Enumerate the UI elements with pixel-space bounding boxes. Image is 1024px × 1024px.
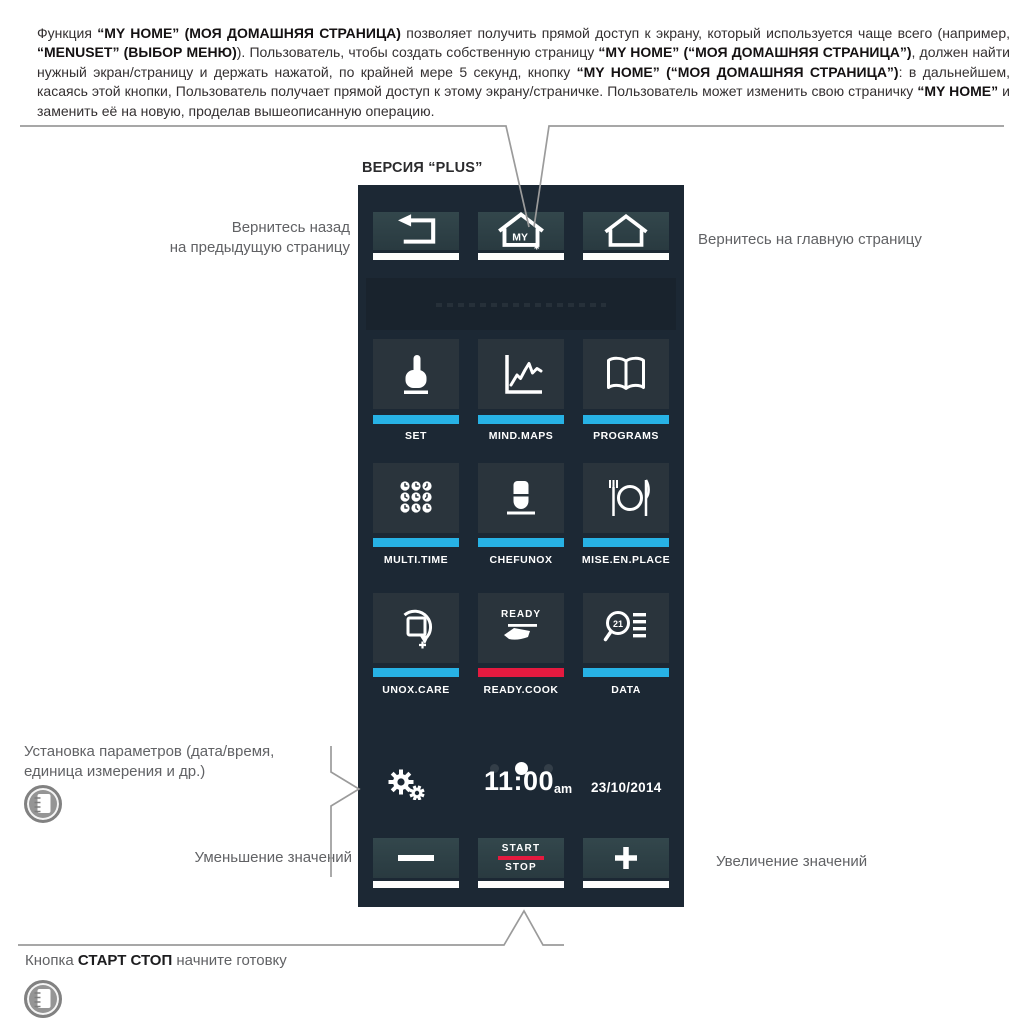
annotation-settings-line2: единица измерения и др.) (24, 763, 206, 780)
faded-text-smudge (436, 303, 606, 307)
intro-segment: Функция (37, 25, 98, 41)
plus-icon (613, 845, 639, 871)
tile-accent-bar (478, 668, 564, 677)
tile-label: SET (405, 430, 427, 442)
intro-segment-bold: “MENUSET” (ВЫБОР МЕНЮ) (37, 44, 237, 61)
tile-chefunox-button[interactable] (478, 463, 564, 533)
intro-segment: ). Пользователь, чтобы создать собственную страницу (236, 44, 599, 61)
intro-segment-bold: “MY HOME” (917, 83, 999, 100)
clock-grid-icon (391, 474, 441, 522)
start-stop-underline (478, 881, 564, 888)
tile-accent-bar (373, 415, 459, 424)
tile-label: UNOX.CARE (382, 684, 450, 696)
nav-home-button[interactable] (583, 212, 669, 250)
tile-accent-bar (478, 415, 564, 424)
my-home-icon (492, 211, 550, 251)
annotation-start-stop (25, 951, 287, 971)
open-book-icon (601, 350, 651, 398)
tile-accent-bar (478, 538, 564, 547)
plus-button[interactable] (583, 838, 669, 878)
start-label: START (501, 843, 541, 855)
ready-hand-icon (496, 604, 546, 652)
tile-accent-bar (373, 668, 459, 677)
control-panel (358, 185, 684, 907)
intro-segment: позволяет получить прямой доступ к экрану, который используется чаще всего (например, (400, 25, 1010, 41)
minus-underline (373, 881, 459, 888)
tile-label: MISE.EN.PLACE (581, 554, 671, 566)
plate-cutlery-icon (601, 474, 651, 522)
nav-my-home-button[interactable] (478, 212, 564, 250)
home-icon (597, 213, 655, 249)
version-label: ВЕРСИЯ “PLUS” (362, 160, 483, 176)
tile-data-button[interactable] (583, 593, 669, 663)
tile-accent-bar (583, 538, 669, 547)
annotation-back (90, 218, 350, 258)
my-home-star: ✱ (533, 244, 540, 251)
tile-ready-cook-button[interactable] (478, 593, 564, 663)
chef-icon (496, 474, 546, 522)
touch-hand-icon (391, 350, 441, 398)
intro-paragraph (37, 24, 1010, 121)
annotation-back-line1: Вернитесь назад (231, 219, 350, 236)
tile-set-button[interactable] (373, 339, 459, 409)
gear-icon (386, 768, 426, 800)
minus-button[interactable] (373, 838, 459, 878)
line-chart-icon (496, 350, 546, 398)
nav-my-home-underline (478, 253, 564, 260)
nav-back-underline (373, 253, 459, 260)
nav-back-button[interactable] (373, 212, 459, 250)
ready-icon-text: READY (500, 609, 542, 620)
care-refresh-icon (391, 604, 441, 652)
tile-mind-maps-button[interactable] (478, 339, 564, 409)
settings-gear-button[interactable] (386, 768, 426, 805)
annotation-home: Вернитесь на главную страницу (698, 231, 922, 248)
return-arrow-icon (387, 213, 445, 249)
intro-segment-bold: “MY HOME” (“МОЯ ДОМАШНЯЯ СТРАНИЦА”) (576, 63, 899, 80)
tile-label: MIND.MAPS (488, 430, 554, 442)
plus-underline (583, 881, 669, 888)
footer-segment: начните готовку (172, 952, 287, 969)
tile-label: DATA (611, 684, 641, 696)
stop-label: STOP (505, 861, 537, 873)
faded-screen-band (366, 278, 676, 330)
clock-meridiem: am (554, 782, 573, 796)
annotation-increase: Увеличение значений (716, 853, 868, 870)
intro-segment: и заменить её на новую, проделав вышеописанную операцию. (37, 83, 1011, 119)
start-stop-button[interactable] (478, 838, 564, 878)
tile-label: MULTI.TIME (383, 554, 449, 566)
tile-accent-bar (373, 538, 459, 547)
tile-mise-en-place-button[interactable] (583, 463, 669, 533)
footer-pointer-line (18, 911, 564, 945)
minus-icon (398, 855, 434, 861)
tile-label: CHEFUNOX (489, 554, 553, 566)
annotation-back-line2: на предыдущую страницу (169, 239, 350, 256)
notebook-icon (33, 792, 53, 816)
my-home-icon-text: MY (512, 232, 528, 244)
tile-label: READY.COOK (483, 684, 559, 696)
intro-segment-bold: “MY HOME” (МОЯ ДОМАШНЯЯ СТРАНИЦА) (97, 25, 401, 41)
search-list-icon (601, 604, 651, 652)
annotation-settings (24, 742, 274, 782)
annotation-settings-line1: Установка параметров (дата/время, (24, 743, 275, 760)
manual-book-icon (24, 785, 62, 823)
date-display: 23/10/2014 (591, 780, 662, 795)
footer-segment-bold: СТАРТ СТОП (77, 952, 173, 969)
clock-time: 11:00 (484, 766, 555, 796)
annotation-decrease: Уменьшение значений (194, 849, 352, 866)
intro-segment: , должен найти нужный экран/страницу и держать нажатой, по крайней мере 5 секунд, кнопку (37, 44, 1010, 80)
notebook-icon (33, 987, 53, 1011)
footer-segment: Кнопка (25, 952, 78, 969)
tile-multi-time-button[interactable] (373, 463, 459, 533)
intro-segment-bold: “MY HOME” (“МОЯ ДОМАШНЯЯ СТРАНИЦА”) (598, 44, 912, 61)
nav-home-underline (583, 253, 669, 260)
intro-segment: : в дальнейшем, касаясь этой кнопки, Пользователь получает прямой доступ к этому экрану/страничке. Пользователь может изменить свою страничку (37, 63, 1010, 100)
start-stop-red-bar (498, 856, 544, 861)
tile-programs-button[interactable] (583, 339, 669, 409)
tile-accent-bar (583, 415, 669, 424)
tile-accent-bar (583, 668, 669, 677)
data-icon-text: 21 (612, 619, 624, 629)
tile-unox-care-button[interactable] (373, 593, 459, 663)
tile-label: PROGRAMS (593, 430, 659, 442)
manual-book-icon (24, 980, 62, 1018)
